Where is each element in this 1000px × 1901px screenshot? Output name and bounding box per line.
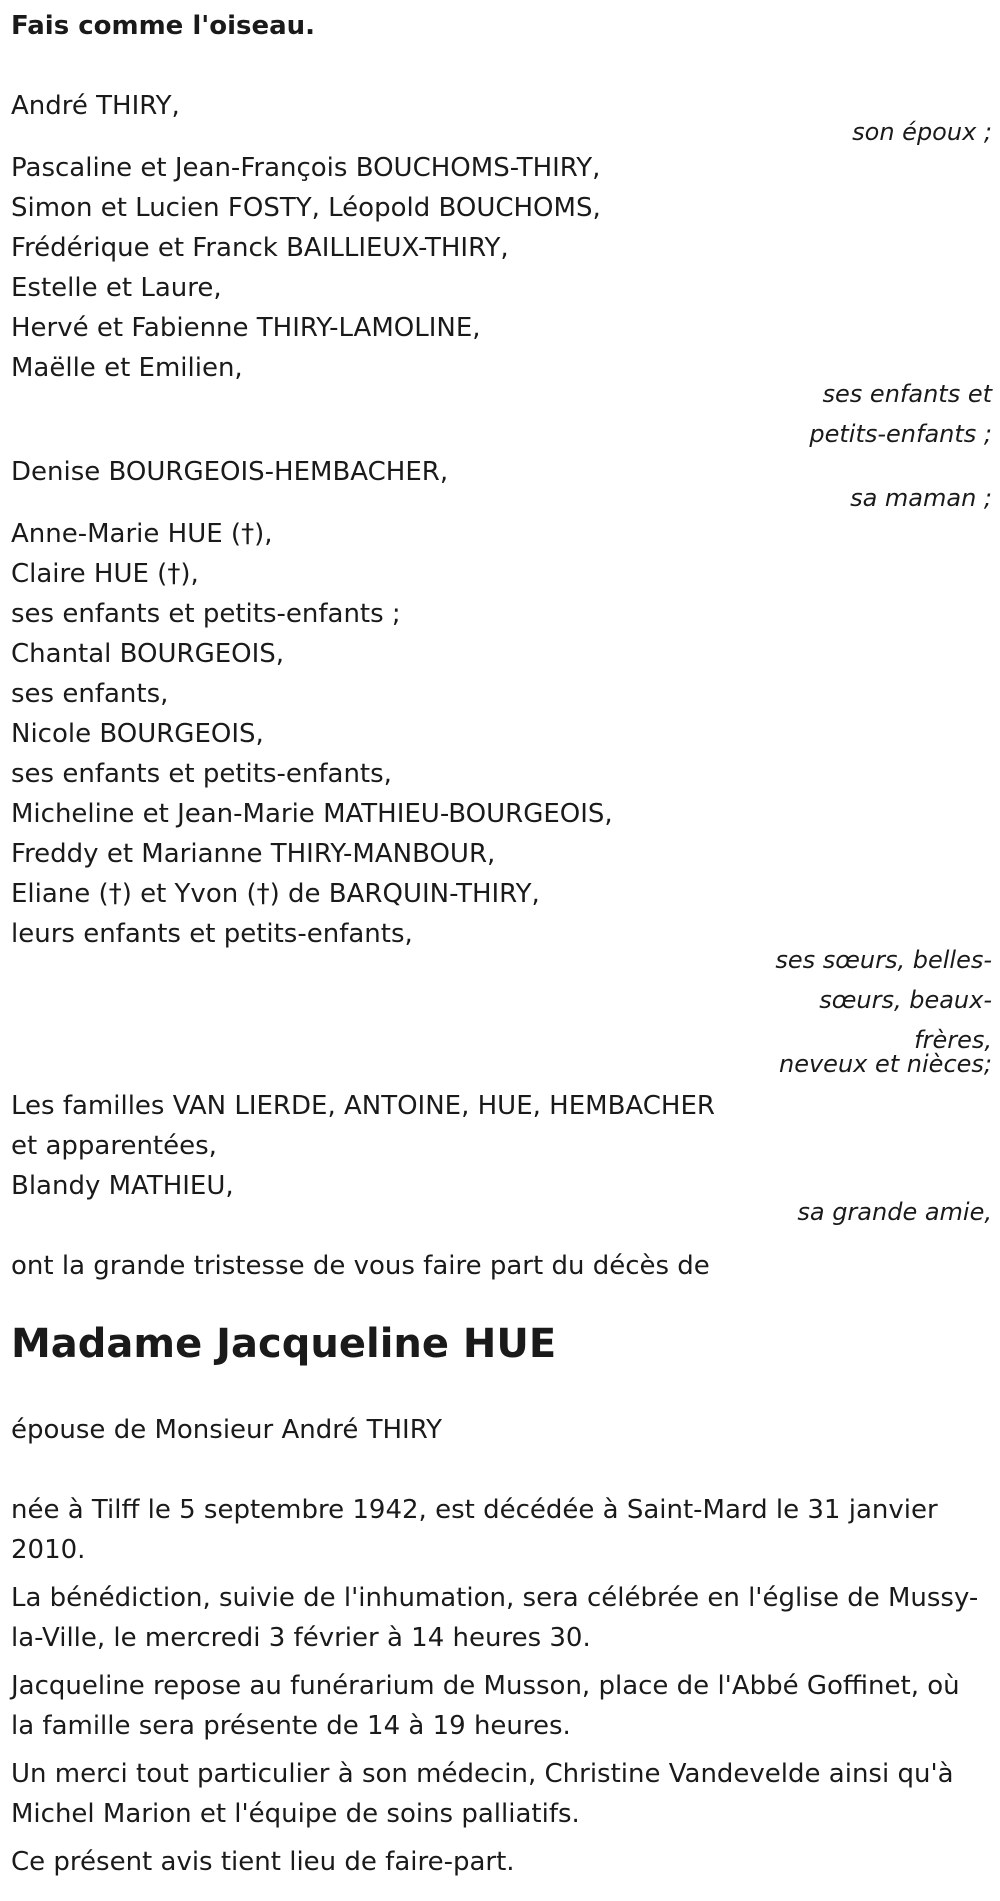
closing-paragraph: Ce présent avis tient lieu de faire-part. — [11, 1847, 515, 1877]
family-line: Claire HUE (†), — [11, 559, 199, 589]
family-line: Blandy MATHIEU, — [11, 1171, 234, 1201]
mother-role: sa maman ; — [850, 484, 992, 512]
family-line: ses enfants et petits-enfants, — [11, 759, 392, 789]
family-line: Frédérique et Franck BAILLIEUX-THIRY, — [11, 233, 509, 263]
mother-name: Denise BOURGEOIS-HEMBACHER, — [11, 457, 449, 487]
birth-death-paragraph: née à Tilff le 5 septembre 1942, est décédée à Saint-Mard le 31 janvier 2010. — [11, 1495, 938, 1565]
family-line: Eliane (†) et Yvon (†) de BARQUIN-THIRY, — [11, 879, 540, 909]
motto: Fais comme l'oiseau. — [11, 11, 316, 41]
spouse-role: son époux ; — [852, 118, 992, 146]
families-role: sa grande amie, — [797, 1198, 992, 1226]
children-role: petits-enfants ; — [809, 420, 992, 448]
family-line: Nicole BOURGEOIS, — [11, 719, 264, 749]
funeral-home-paragraph: Jacqueline repose au funérarium de Musson, place de l'Abbé Goffinet, où la famille sera présente de 14 à 19 heures. — [11, 1671, 960, 1741]
siblings-role: frères, — [914, 1026, 992, 1054]
family-line: leurs enfants et petits-enfants, — [11, 919, 413, 949]
family-line: et apparentées, — [11, 1131, 217, 1161]
siblings-role: neveux et nièces; — [779, 1050, 992, 1078]
family-line: ses enfants et petits-enfants ; — [11, 599, 401, 629]
thanks-paragraph: Un merci tout particulier à son médecin, Christine Vandevelde ainsi qu'à Michel Marion et l'équipe de soins palliatifs. — [11, 1759, 954, 1829]
family-line: Les familles VAN LIERDE, ANTOINE, HUE, HEMBACHER — [11, 1091, 715, 1121]
family-line: Anne-Marie HUE (†), — [11, 519, 273, 549]
deceased-name: Madame Jacqueline HUE — [11, 1321, 557, 1367]
family-line: Pascaline et Jean-François BOUCHOMS-THIRY, — [11, 153, 601, 183]
family-line: Maëlle et Emilien, — [11, 353, 243, 383]
family-line: ses enfants, — [11, 679, 169, 709]
announcement-text: ont la grande tristesse de vous faire part du décès de — [11, 1251, 710, 1281]
spouse-name: André THIRY, — [11, 91, 180, 121]
family-line: Chantal BOURGEOIS, — [11, 639, 285, 669]
ceremony-paragraph: La bénédiction, suivie de l'inhumation, sera célébrée en l'église de Mussy-la-Ville, le mercredi 3 février à 14 heures 30. — [11, 1583, 979, 1653]
family-line: Freddy et Marianne THIRY-MANBOUR, — [11, 839, 496, 869]
siblings-role: ses sœurs, belles- — [775, 946, 992, 974]
family-line: Hervé et Fabienne THIRY-LAMOLINE, — [11, 313, 481, 343]
family-line: Micheline et Jean-Marie MATHIEU-BOURGEOIS, — [11, 799, 613, 829]
family-line: Simon et Lucien FOSTY, Léopold BOUCHOMS, — [11, 193, 601, 223]
spouse-of-text: épouse de Monsieur André THIRY — [11, 1415, 443, 1445]
siblings-role: sœurs, beaux- — [819, 986, 992, 1014]
children-role: ses enfants et — [822, 380, 992, 408]
family-line: Estelle et Laure, — [11, 273, 222, 303]
